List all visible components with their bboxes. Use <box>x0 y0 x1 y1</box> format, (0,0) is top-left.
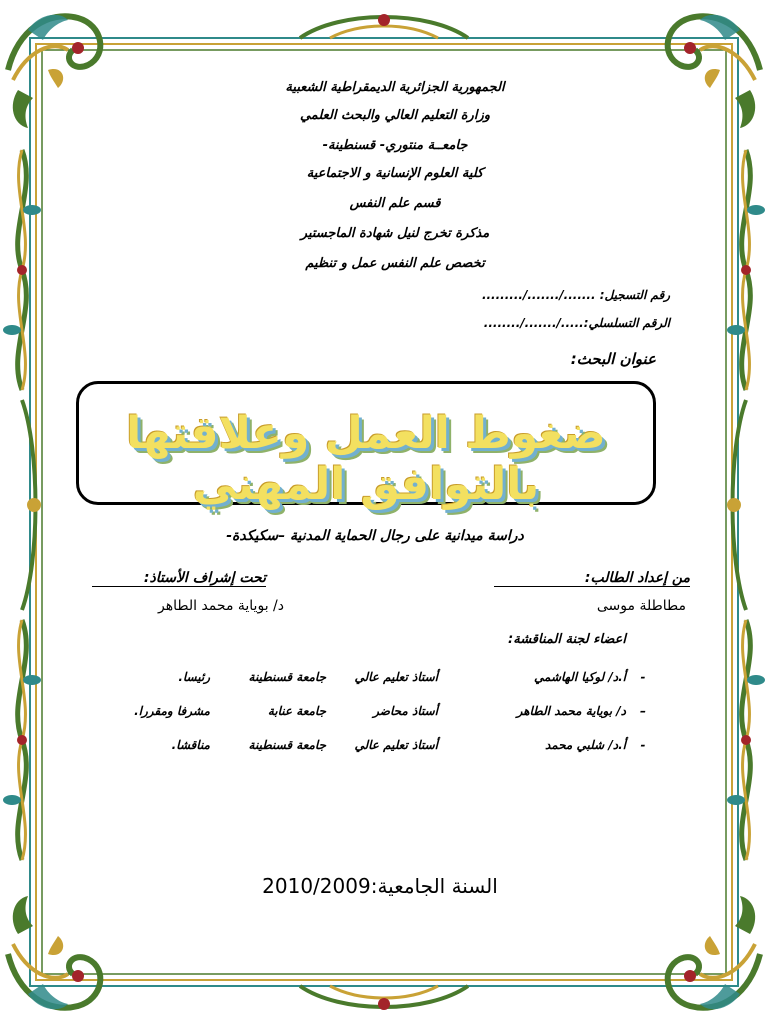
committee-dash: - <box>640 670 646 684</box>
committee-member-rank: أستاذ تعليم عالي <box>354 670 438 684</box>
serial-number: الرقم التسلسلي:...../......./........ <box>483 316 670 330</box>
research-title: ضغوط العمل وعلاقتها بالتوافق المهني <box>126 408 606 510</box>
committee-member-university: جامعة قسنطينة <box>248 738 326 752</box>
committee-member-university: جامعة قسنطينة <box>248 670 326 684</box>
committee-member-name: أ.د/ شلبي محمد <box>544 738 626 752</box>
student-label: من إعداد الطالب: <box>494 570 690 587</box>
committee-member-role: مشرفا ومقررا. <box>134 704 210 718</box>
committee-member-university: جامعة عنابة <box>267 704 326 718</box>
header-thesis-type: مذكرة تخرج لنيل شهادة الماجستير <box>300 226 490 241</box>
research-subtitle: دراسة ميدانية على رجال الحماية المدنية –سكيكدة- <box>226 528 524 544</box>
supervisor-name: د/ بوياية محمد الطاهر <box>158 598 284 614</box>
header-specialization: تخصص علم النفس عمل و تنظيم <box>305 256 485 271</box>
student-name: مطاطلة موسى <box>596 598 686 614</box>
committee-member-name: د/ بوياية محمد الطاهر <box>516 704 626 718</box>
committee-member-role: مناقشا. <box>171 738 210 752</box>
committee-label: اعضاء لجنة المناقشة: <box>508 632 626 647</box>
supervisor-label: تحت إشراف الأستاذ: <box>92 570 266 587</box>
header-department: قسم علم النفس <box>349 196 441 211</box>
committee-member-rank: أستاذ محاضر <box>373 704 438 718</box>
header-ministry: وزارة التعليم العالي والبحث العلمي <box>299 108 491 123</box>
committee-dash: – <box>640 704 646 718</box>
registration-number: رقم التسجيل: ......./......./......... <box>481 288 670 302</box>
header-republic: الجمهورية الجزائرية الديمقراطية الشعبية <box>285 80 505 95</box>
header-faculty: كلية العلوم الإنسانية و الاجتماعية <box>306 166 484 181</box>
research-title-box <box>76 381 656 510</box>
header-university: جامعــة منتوري- قسنطينة- <box>322 138 468 153</box>
committee-dash: - <box>640 738 646 752</box>
academic-year: السنة الجامعية:2010/2009 <box>262 874 498 898</box>
committee-member-rank: أستاذ تعليم عالي <box>354 738 438 752</box>
committee-member-role: رئيسا. <box>178 670 210 684</box>
committee-member-name: أ.د/ لوكيا الهاشمي <box>534 670 626 684</box>
research-title-label: عنوان البحث: <box>570 350 656 368</box>
